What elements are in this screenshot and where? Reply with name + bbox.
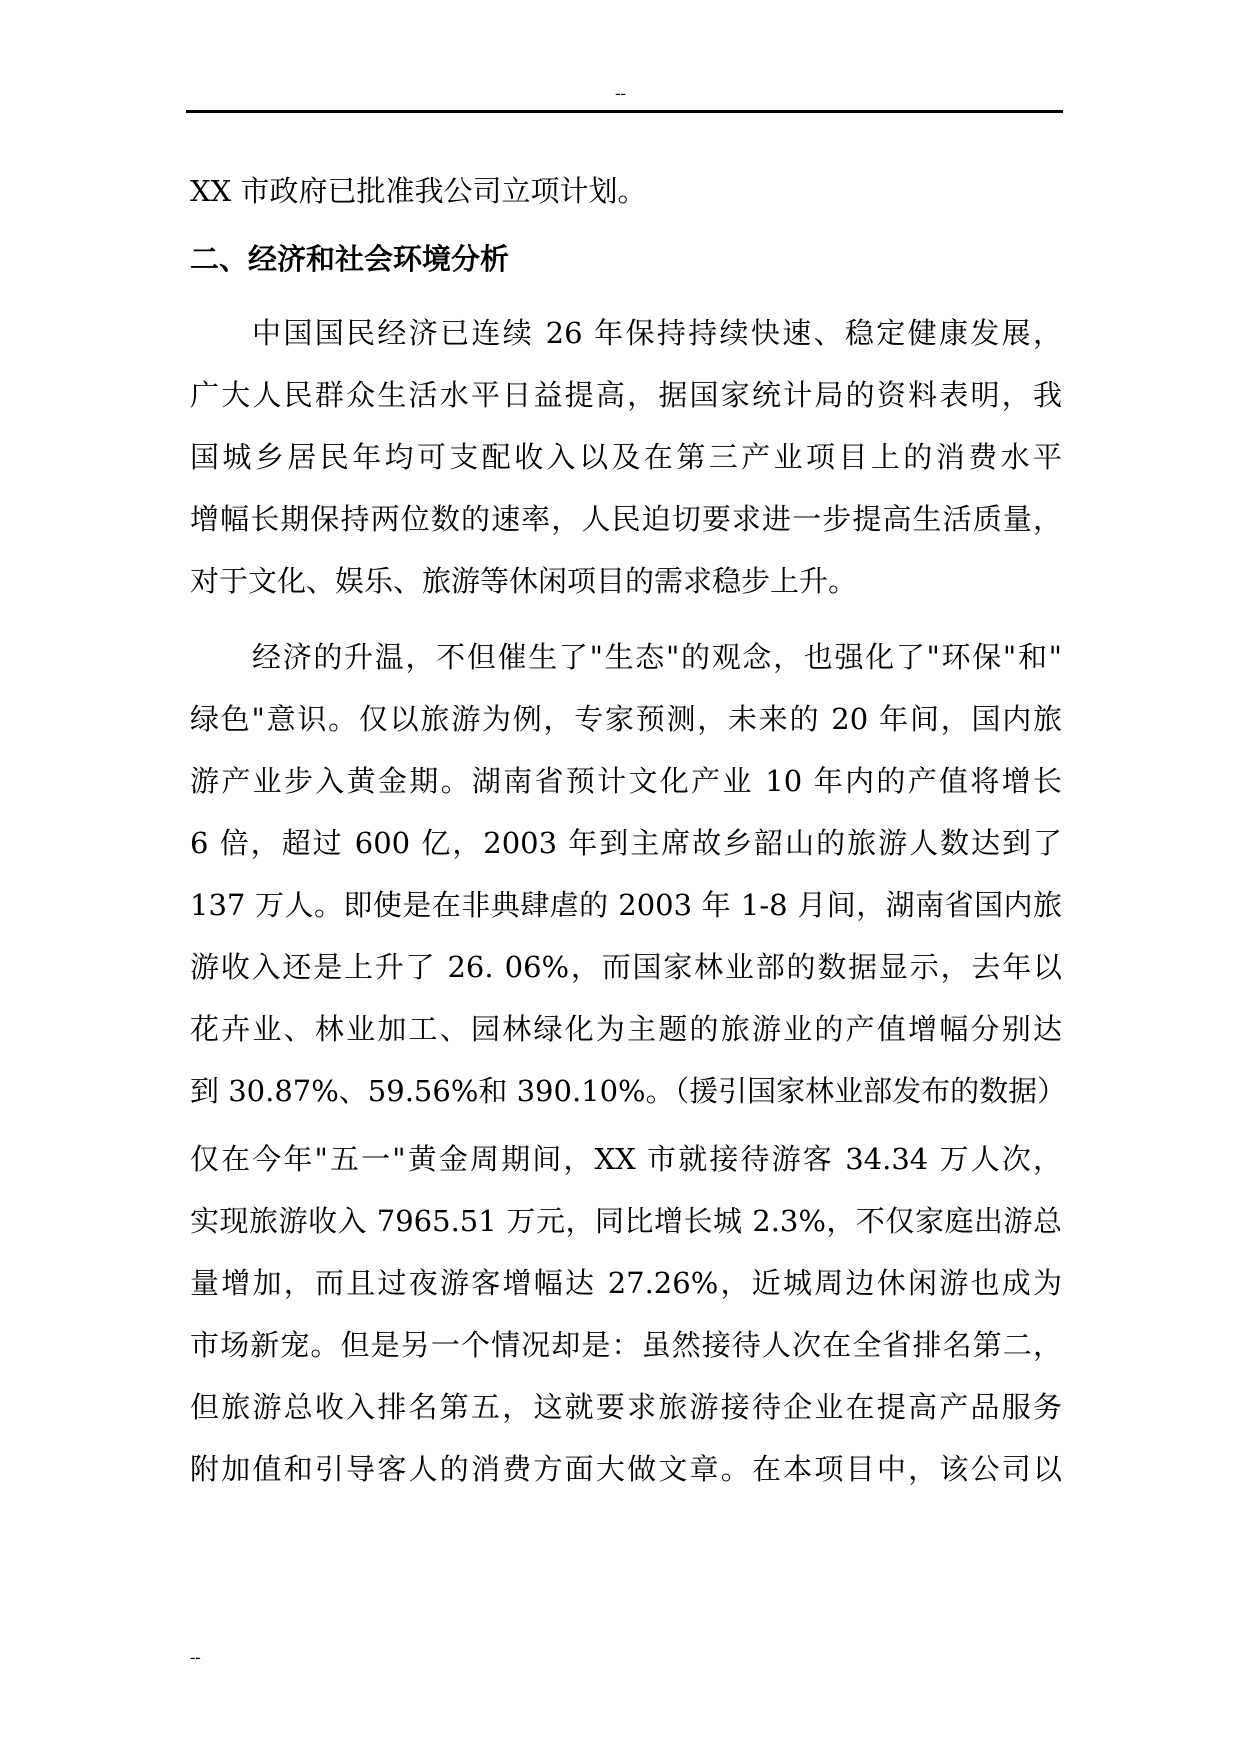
paragraph-3-line: 仅在今年"五一"黄金周期间，XX 市就接待游客 34.34 万人次， xyxy=(190,1142,1062,1176)
paragraph-2-line: 绿色"意识。仅以旅游为例，专家预测，未来的 20 年间，国内旅 xyxy=(190,702,1062,736)
paragraph-1-line: 国城乡居民年均可支配收入以及在第三产业项目上的消费水平 xyxy=(190,440,1062,474)
paragraph-3-line: 市场新宠。但是另一个情况却是：虽然接待人次在全省排名第二， xyxy=(190,1328,1062,1362)
paragraph-3-line: 但旅游总收入排名第五，这就要求旅游接待企业在提高产品服务 xyxy=(190,1390,1062,1424)
section-heading: 二、经济和社会环境分析 xyxy=(190,242,510,276)
paragraph-3-line: 附加值和引导客人的消费方面大做文章。在本项目中，该公司以 xyxy=(190,1452,1062,1486)
paragraph-1-line: 增幅长期保持两位数的速率，人民迫切要求进一步提高生活质量， xyxy=(190,502,1062,536)
spacer xyxy=(190,612,1062,626)
paragraph-1-line: 中国国民经济已连续 26 年保持持续快速、稳定健康发展， xyxy=(252,316,1062,350)
header-divider xyxy=(186,110,1063,113)
paragraph-2-line: 经济的升温，不但催生了"生态"的观念，也强化了"环保"和" xyxy=(252,640,1062,674)
paragraph-1-line: 广大人民群众生活水平日益提高，据国家统计局的资料表明，我 xyxy=(190,378,1062,412)
intro-line: XX 市政府已批准我公司立项计划。 xyxy=(190,174,647,208)
document-body xyxy=(190,160,1067,1500)
paragraph-3-line: 量增加，而且过夜游客增幅达 27.26%，近城周边休闲游也成为 xyxy=(190,1266,1062,1300)
paragraph-1-line: 对于文化、娱乐、旅游等休闲项目的需求稳步上升。 xyxy=(190,564,858,598)
paragraph-3-line: 实现旅游收入 7965.51 万元，同比增长城 2.3%，不仅家庭出游总 xyxy=(190,1204,1062,1238)
paragraph-2-line: 137 万人。即使是在非典肆虐的 2003 年 1-8 月间，湖南省国内旅 xyxy=(190,888,1062,922)
paragraph-2-line: 花卉业、林业加工、园林绿化为主题的旅游业的产值增幅分别达 xyxy=(190,1012,1062,1046)
paragraph-2-line: 6 倍，超过 600 亿，2003 年到主席故乡韶山的旅游人数达到了 xyxy=(190,826,1062,860)
paragraph-3 xyxy=(190,1128,1062,1500)
paragraph-2-line: 游收入还是上升了 26. 06%，而国家林业部的数据显示，去年以 xyxy=(190,950,1062,984)
paragraph-2-line: 游产业步入黄金期。湖南省预计文化产业 10 年内的产值将增长 xyxy=(190,764,1062,798)
page-header-mark: -- xyxy=(615,85,626,102)
paragraph-2-line: 到 30.87%、59.56%和 390.10%。（援引国家林业部发布的数据） xyxy=(190,1074,1067,1108)
paragraph-1 xyxy=(190,302,1062,612)
paragraph-2 xyxy=(190,626,1067,1122)
page-footer-mark: -- xyxy=(190,1649,201,1666)
